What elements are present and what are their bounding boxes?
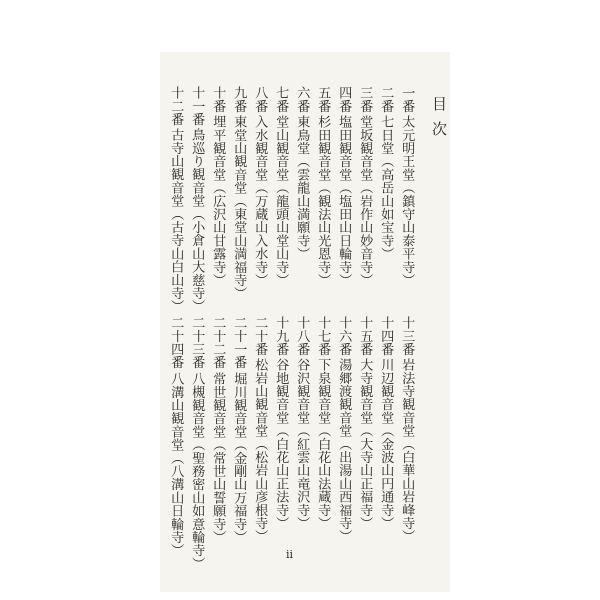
- toc-entry-label: 松岩山観音堂（松岩山彦根寺）: [252, 358, 268, 543]
- toc-entry-number: 六番: [294, 86, 310, 113]
- toc-entry-label: 谷地観音堂（白花山正法寺）: [273, 358, 289, 530]
- toc-entry-label: 大寺観音堂（大寺山正福寺）: [357, 358, 373, 530]
- toc-entry-number: 五番: [315, 86, 331, 113]
- toc-entry-label: 古寺山観音堂（古寺山白山寺）: [168, 128, 184, 313]
- toc-entry-label: 堀川観音堂（金剛山万福寺）: [231, 372, 247, 544]
- toc-entry-number: 十七番: [315, 316, 331, 356]
- toc-entry-label: 東鳥堂（雲龍山満願寺）: [294, 115, 310, 261]
- toc-entry-label: 堂山観音堂（龍頭山堂山寺）: [273, 115, 289, 287]
- toc-entry-label: 東堂山観音堂（東堂山満福寺）: [231, 115, 247, 300]
- toc-entry-number: 十五番: [357, 316, 373, 356]
- toc-entry-number: 十番: [210, 86, 226, 113]
- toc-entry-number: 四番: [336, 86, 352, 113]
- toc-entry-label: 川辺観音堂（金波山円通寺）: [378, 358, 394, 530]
- toc-entry-number: 二十三番: [189, 316, 205, 369]
- toc-entry-label: 埋平観音堂（広沢山甘露寺）: [210, 115, 226, 287]
- toc-entry-number: 二十番: [252, 316, 268, 356]
- toc-entry-number: 二十一番: [231, 316, 247, 369]
- toc-entry-label: 八溝山観音堂（八溝山日輪寺）: [168, 372, 184, 557]
- toc-entry-number: 二十二番: [210, 316, 226, 369]
- toc-entry-number: 十八番: [294, 316, 310, 356]
- page-title: 目次: [430, 96, 448, 146]
- toc-entry-label: 入水観音堂（万蔵山入水寺）: [252, 115, 268, 287]
- toc-entry-label: 八槻観音堂（聖務密山如意輪寺）: [189, 372, 205, 570]
- toc-entry-number: 一番: [399, 86, 415, 113]
- toc-entry-number: 十六番: [336, 316, 352, 356]
- toc-entry-label: 下泉観音堂（白花山法蔵寺）: [315, 358, 331, 530]
- toc-entry-number: 十九番: [273, 316, 289, 356]
- toc-entry-number: 十三番: [399, 316, 415, 356]
- toc-entry-number: 二番: [378, 86, 394, 113]
- toc-entry-number: 十一番: [189, 86, 205, 126]
- toc-entry-label: 湯郷渡観音堂（出湯山西福寺）: [336, 358, 352, 543]
- toc-entry-number: 九番: [231, 86, 247, 113]
- toc-entry-label: 鳥巡り観音堂（小倉山大慈寺）: [189, 128, 205, 313]
- toc-entry-label: 塩田観音堂（塩田山日輪寺）: [336, 115, 352, 287]
- toc-entry-label: 岩法寺観音堂（白華山岩峰寺）: [399, 358, 415, 543]
- toc-entry-number: 十二番: [168, 86, 184, 126]
- toc-entry-label: 太元明王堂（鎮守山泰平寺）: [399, 115, 415, 287]
- toc-entry-number: 八番: [252, 86, 268, 113]
- toc-entry-number: 二十四番: [168, 316, 184, 369]
- toc-entry-label: 杉田観音堂（観法山光恩寺）: [315, 115, 331, 287]
- toc-entry-label: 常世観音堂（常世山誓願寺）: [210, 372, 226, 544]
- toc-entry-label: 谷沢観音堂（紅雲山竜沢寺）: [294, 358, 310, 530]
- toc-entry-number: 十四番: [378, 316, 394, 356]
- toc-entry-label: 七日堂（高岳山如宝寺）: [378, 115, 394, 261]
- toc-entry-number: 七番: [273, 86, 289, 113]
- toc-entry-number: 三番: [357, 86, 373, 113]
- page-number: ii: [286, 548, 294, 561]
- toc-entry-label: 堂坂観音堂（岩作山妙音寺）: [357, 115, 373, 287]
